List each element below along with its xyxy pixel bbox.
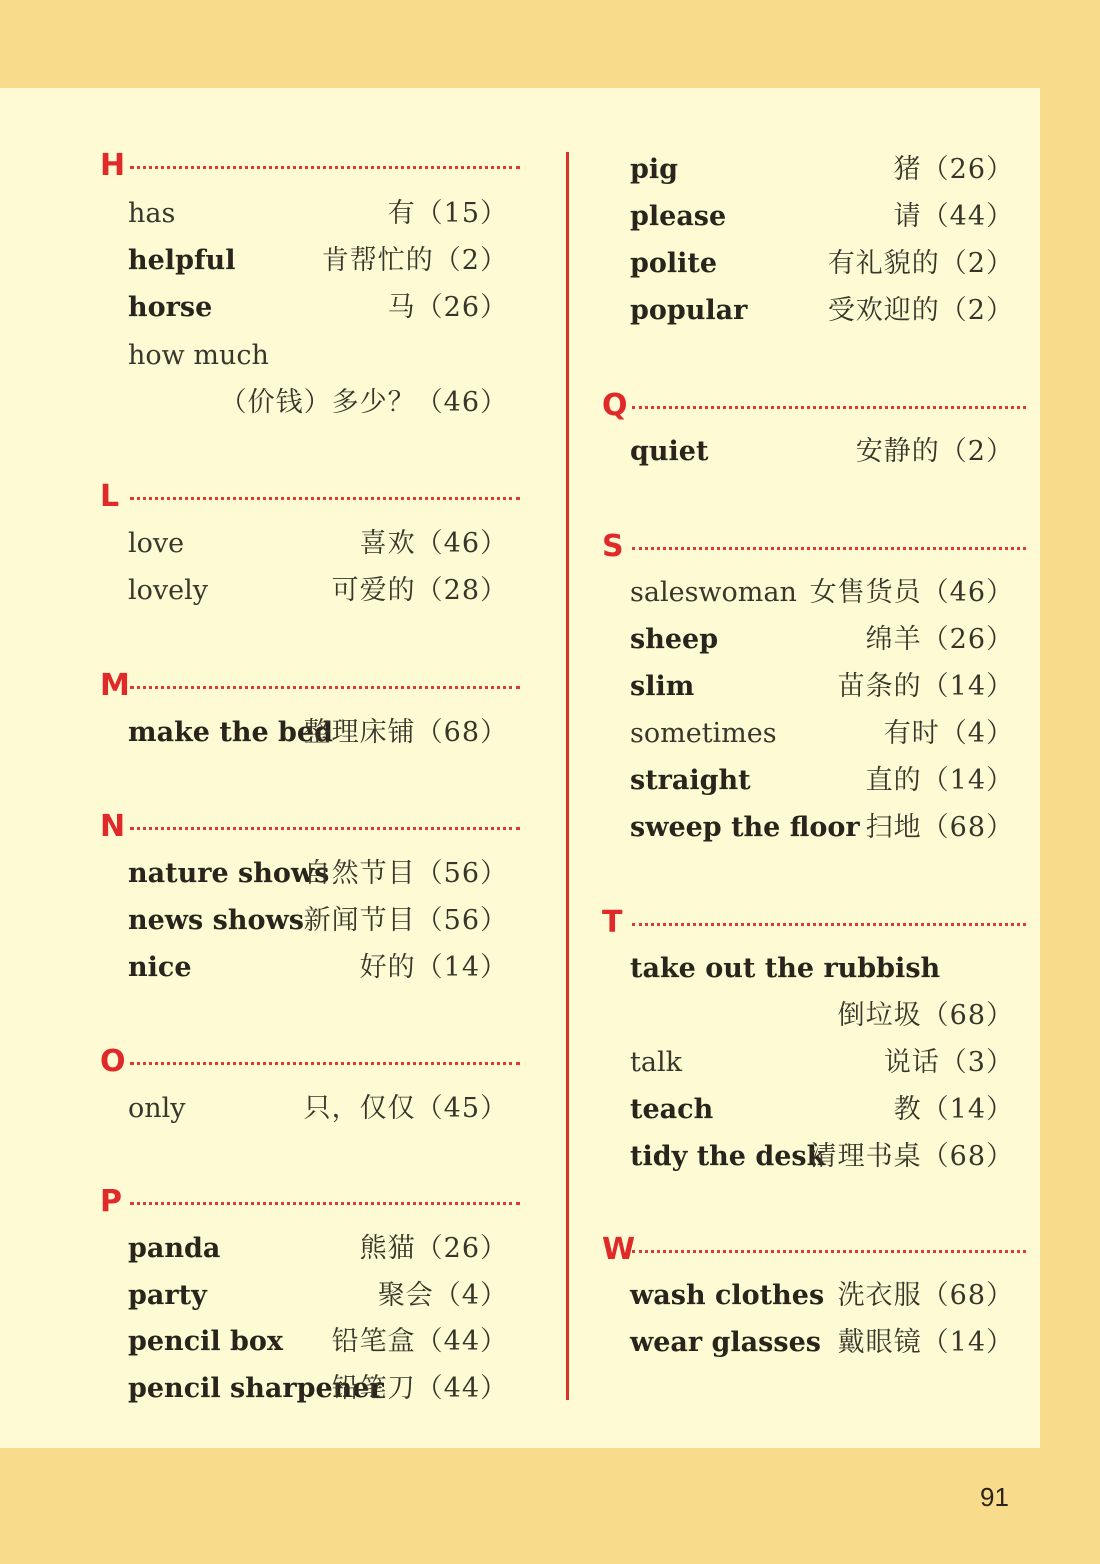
entry-quiet bbox=[630, 434, 1014, 470]
entry-only bbox=[128, 1091, 508, 1127]
column-divider bbox=[566, 152, 569, 1400]
entry-meaning: 洗衣服（68） bbox=[837, 1280, 1014, 1311]
section-letter: M bbox=[100, 668, 130, 703]
entry-word: helpful bbox=[128, 245, 236, 276]
entry-lovely bbox=[128, 573, 508, 609]
entry-word: make the bed bbox=[128, 717, 333, 748]
entry-tidy-the-desk bbox=[630, 1139, 1014, 1175]
entry-meaning: 新闻节目（56） bbox=[303, 905, 508, 936]
entry-word: horse bbox=[128, 292, 213, 323]
entry-meaning: 自然节目（56） bbox=[303, 858, 508, 889]
entry-pencil-box bbox=[128, 1324, 508, 1360]
entry-word: polite bbox=[630, 248, 718, 279]
entry-word: pig bbox=[630, 154, 679, 185]
section-letter: S bbox=[602, 529, 624, 564]
section-letter: O bbox=[100, 1044, 126, 1079]
entry-word: take out the rubbish bbox=[630, 953, 941, 984]
entry-how-much bbox=[128, 338, 508, 374]
entry-straight bbox=[630, 763, 1014, 799]
entry-word: party bbox=[128, 1280, 207, 1311]
section-letter: T bbox=[602, 905, 623, 940]
entry-word: nature shows bbox=[128, 858, 330, 889]
entry-word: news shows bbox=[128, 905, 304, 936]
entry-meaning: 熊猫（26） bbox=[359, 1233, 508, 1264]
dotted-rule bbox=[632, 923, 1026, 926]
entry-meaning: 铅笔盒（44） bbox=[331, 1326, 508, 1357]
entry-word: quiet bbox=[630, 436, 709, 467]
entry-meaning: 戴眼镜（14） bbox=[837, 1327, 1014, 1358]
entry-saleswoman bbox=[630, 575, 1014, 611]
entry-talk bbox=[630, 1045, 1014, 1081]
entry-word: sheep bbox=[630, 624, 719, 655]
entry-sheep bbox=[630, 622, 1014, 658]
entry-meaning: 肯帮忙的（2） bbox=[321, 245, 508, 276]
entry-meaning: （价钱）多少？（46） bbox=[219, 387, 508, 418]
section-header-t bbox=[602, 905, 1026, 945]
entry-sometimes bbox=[630, 716, 1014, 752]
entry-meaning: 绵羊（26） bbox=[865, 624, 1014, 655]
entry-meaning: 女售货员（46） bbox=[809, 577, 1014, 608]
entry-meaning: 有时（4） bbox=[883, 718, 1014, 749]
dotted-rule bbox=[130, 1202, 520, 1205]
entry-make-the-bed bbox=[128, 715, 508, 751]
entry-meaning: 倒垃圾（68） bbox=[837, 1000, 1014, 1031]
section-header-n bbox=[100, 809, 520, 849]
entry-word: how much bbox=[128, 340, 269, 371]
entry-popular bbox=[630, 293, 1014, 329]
entry-word: panda bbox=[128, 1233, 221, 1264]
section-header-q bbox=[602, 388, 1026, 428]
entry-has bbox=[128, 196, 508, 232]
entry-word: lovely bbox=[128, 575, 209, 606]
entry-meaning: 受欢迎的（2） bbox=[827, 295, 1014, 326]
section-letter: Q bbox=[602, 388, 628, 423]
entry-meaning: 有（15） bbox=[387, 198, 508, 229]
entry-meaning: 马（26） bbox=[387, 292, 508, 323]
entry-slim bbox=[630, 669, 1014, 705]
entry-panda bbox=[128, 1231, 508, 1267]
entry-take-out-the-rubbish-meaning bbox=[630, 998, 1014, 1034]
section-header-m bbox=[100, 668, 520, 708]
entry-word: slim bbox=[630, 671, 695, 702]
entry-meaning: 有礼貌的（2） bbox=[827, 248, 1014, 279]
entry-meaning: 整理床铺（68） bbox=[303, 717, 508, 748]
entry-word: sometimes bbox=[630, 718, 777, 749]
entry-news-shows bbox=[128, 903, 508, 939]
entry-meaning: 清理书桌（68） bbox=[809, 1141, 1014, 1172]
entry-nice bbox=[128, 950, 508, 986]
entry-take-out-the-rubbish bbox=[630, 951, 1014, 987]
page-number: 91 bbox=[980, 1482, 1009, 1512]
dotted-rule bbox=[130, 1062, 520, 1065]
section-header-l bbox=[100, 479, 520, 519]
entry-wash-clothes bbox=[630, 1278, 1014, 1314]
entry-word: pencil sharpener bbox=[128, 1373, 384, 1404]
entry-word: talk bbox=[630, 1047, 682, 1078]
entry-love bbox=[128, 526, 508, 562]
entry-meaning: 聚会（4） bbox=[377, 1280, 508, 1311]
entry-word: teach bbox=[630, 1094, 714, 1125]
entry-meaning: 好的（14） bbox=[359, 952, 508, 983]
entry-word: only bbox=[128, 1093, 186, 1124]
entry-pig bbox=[630, 152, 1014, 188]
entry-word: has bbox=[128, 198, 176, 229]
dotted-rule bbox=[130, 686, 520, 689]
entry-meaning: 直的（14） bbox=[865, 765, 1014, 796]
entry-word: straight bbox=[630, 765, 751, 796]
entry-helpful bbox=[128, 243, 508, 279]
entry-word: nice bbox=[128, 952, 192, 983]
entry-word: love bbox=[128, 528, 185, 559]
entry-meaning: 请（44） bbox=[893, 201, 1014, 232]
entry-word: saleswoman bbox=[630, 577, 797, 608]
entry-meaning: 铅笔刀（44） bbox=[331, 1373, 508, 1404]
entry-word: pencil box bbox=[128, 1326, 284, 1357]
entry-meaning: 可爱的（28） bbox=[331, 575, 508, 606]
entry-sweep-the-floor bbox=[630, 810, 1014, 846]
section-letter: H bbox=[100, 148, 126, 183]
section-header-w bbox=[602, 1232, 1026, 1272]
dotted-rule bbox=[632, 547, 1026, 550]
entry-word: tidy the desk bbox=[630, 1141, 826, 1172]
entry-horse bbox=[128, 290, 508, 326]
entry-meaning: 扫地（68） bbox=[865, 812, 1014, 843]
entry-meaning: 只，仅仅（45） bbox=[303, 1093, 508, 1124]
entry-party bbox=[128, 1278, 508, 1314]
dotted-rule bbox=[632, 1250, 1026, 1253]
entry-meaning: 安静的（2） bbox=[855, 436, 1014, 467]
entry-please bbox=[630, 199, 1014, 235]
dotted-rule bbox=[632, 406, 1026, 409]
entry-how-much-meaning bbox=[128, 385, 508, 421]
entry-pencil-sharpener bbox=[128, 1371, 508, 1407]
section-header-s bbox=[602, 529, 1026, 569]
entry-nature-shows bbox=[128, 856, 508, 892]
entry-meaning: 说话（3） bbox=[883, 1047, 1014, 1078]
entry-meaning: 苗条的（14） bbox=[837, 671, 1014, 702]
entry-meaning: 猪（26） bbox=[893, 154, 1014, 185]
entry-polite bbox=[630, 246, 1014, 282]
section-letter: P bbox=[100, 1184, 122, 1219]
section-letter: L bbox=[100, 479, 120, 514]
section-letter: N bbox=[100, 809, 126, 844]
dotted-rule bbox=[130, 497, 520, 500]
entry-word: please bbox=[630, 201, 727, 232]
section-letter: W bbox=[602, 1232, 636, 1267]
entry-teach bbox=[630, 1092, 1014, 1128]
entry-word: wear glasses bbox=[630, 1327, 821, 1358]
dotted-rule bbox=[130, 827, 520, 830]
dotted-rule bbox=[130, 166, 520, 169]
section-header-p bbox=[100, 1184, 520, 1224]
entry-wear-glasses bbox=[630, 1325, 1014, 1361]
entry-meaning: 教（14） bbox=[893, 1094, 1014, 1125]
entry-word: sweep the floor bbox=[630, 812, 860, 843]
section-header-h bbox=[100, 148, 520, 188]
entry-word: wash clothes bbox=[630, 1280, 825, 1311]
entry-word: popular bbox=[630, 295, 748, 326]
entry-meaning: 喜欢（46） bbox=[359, 528, 508, 559]
section-header-o bbox=[100, 1044, 520, 1084]
